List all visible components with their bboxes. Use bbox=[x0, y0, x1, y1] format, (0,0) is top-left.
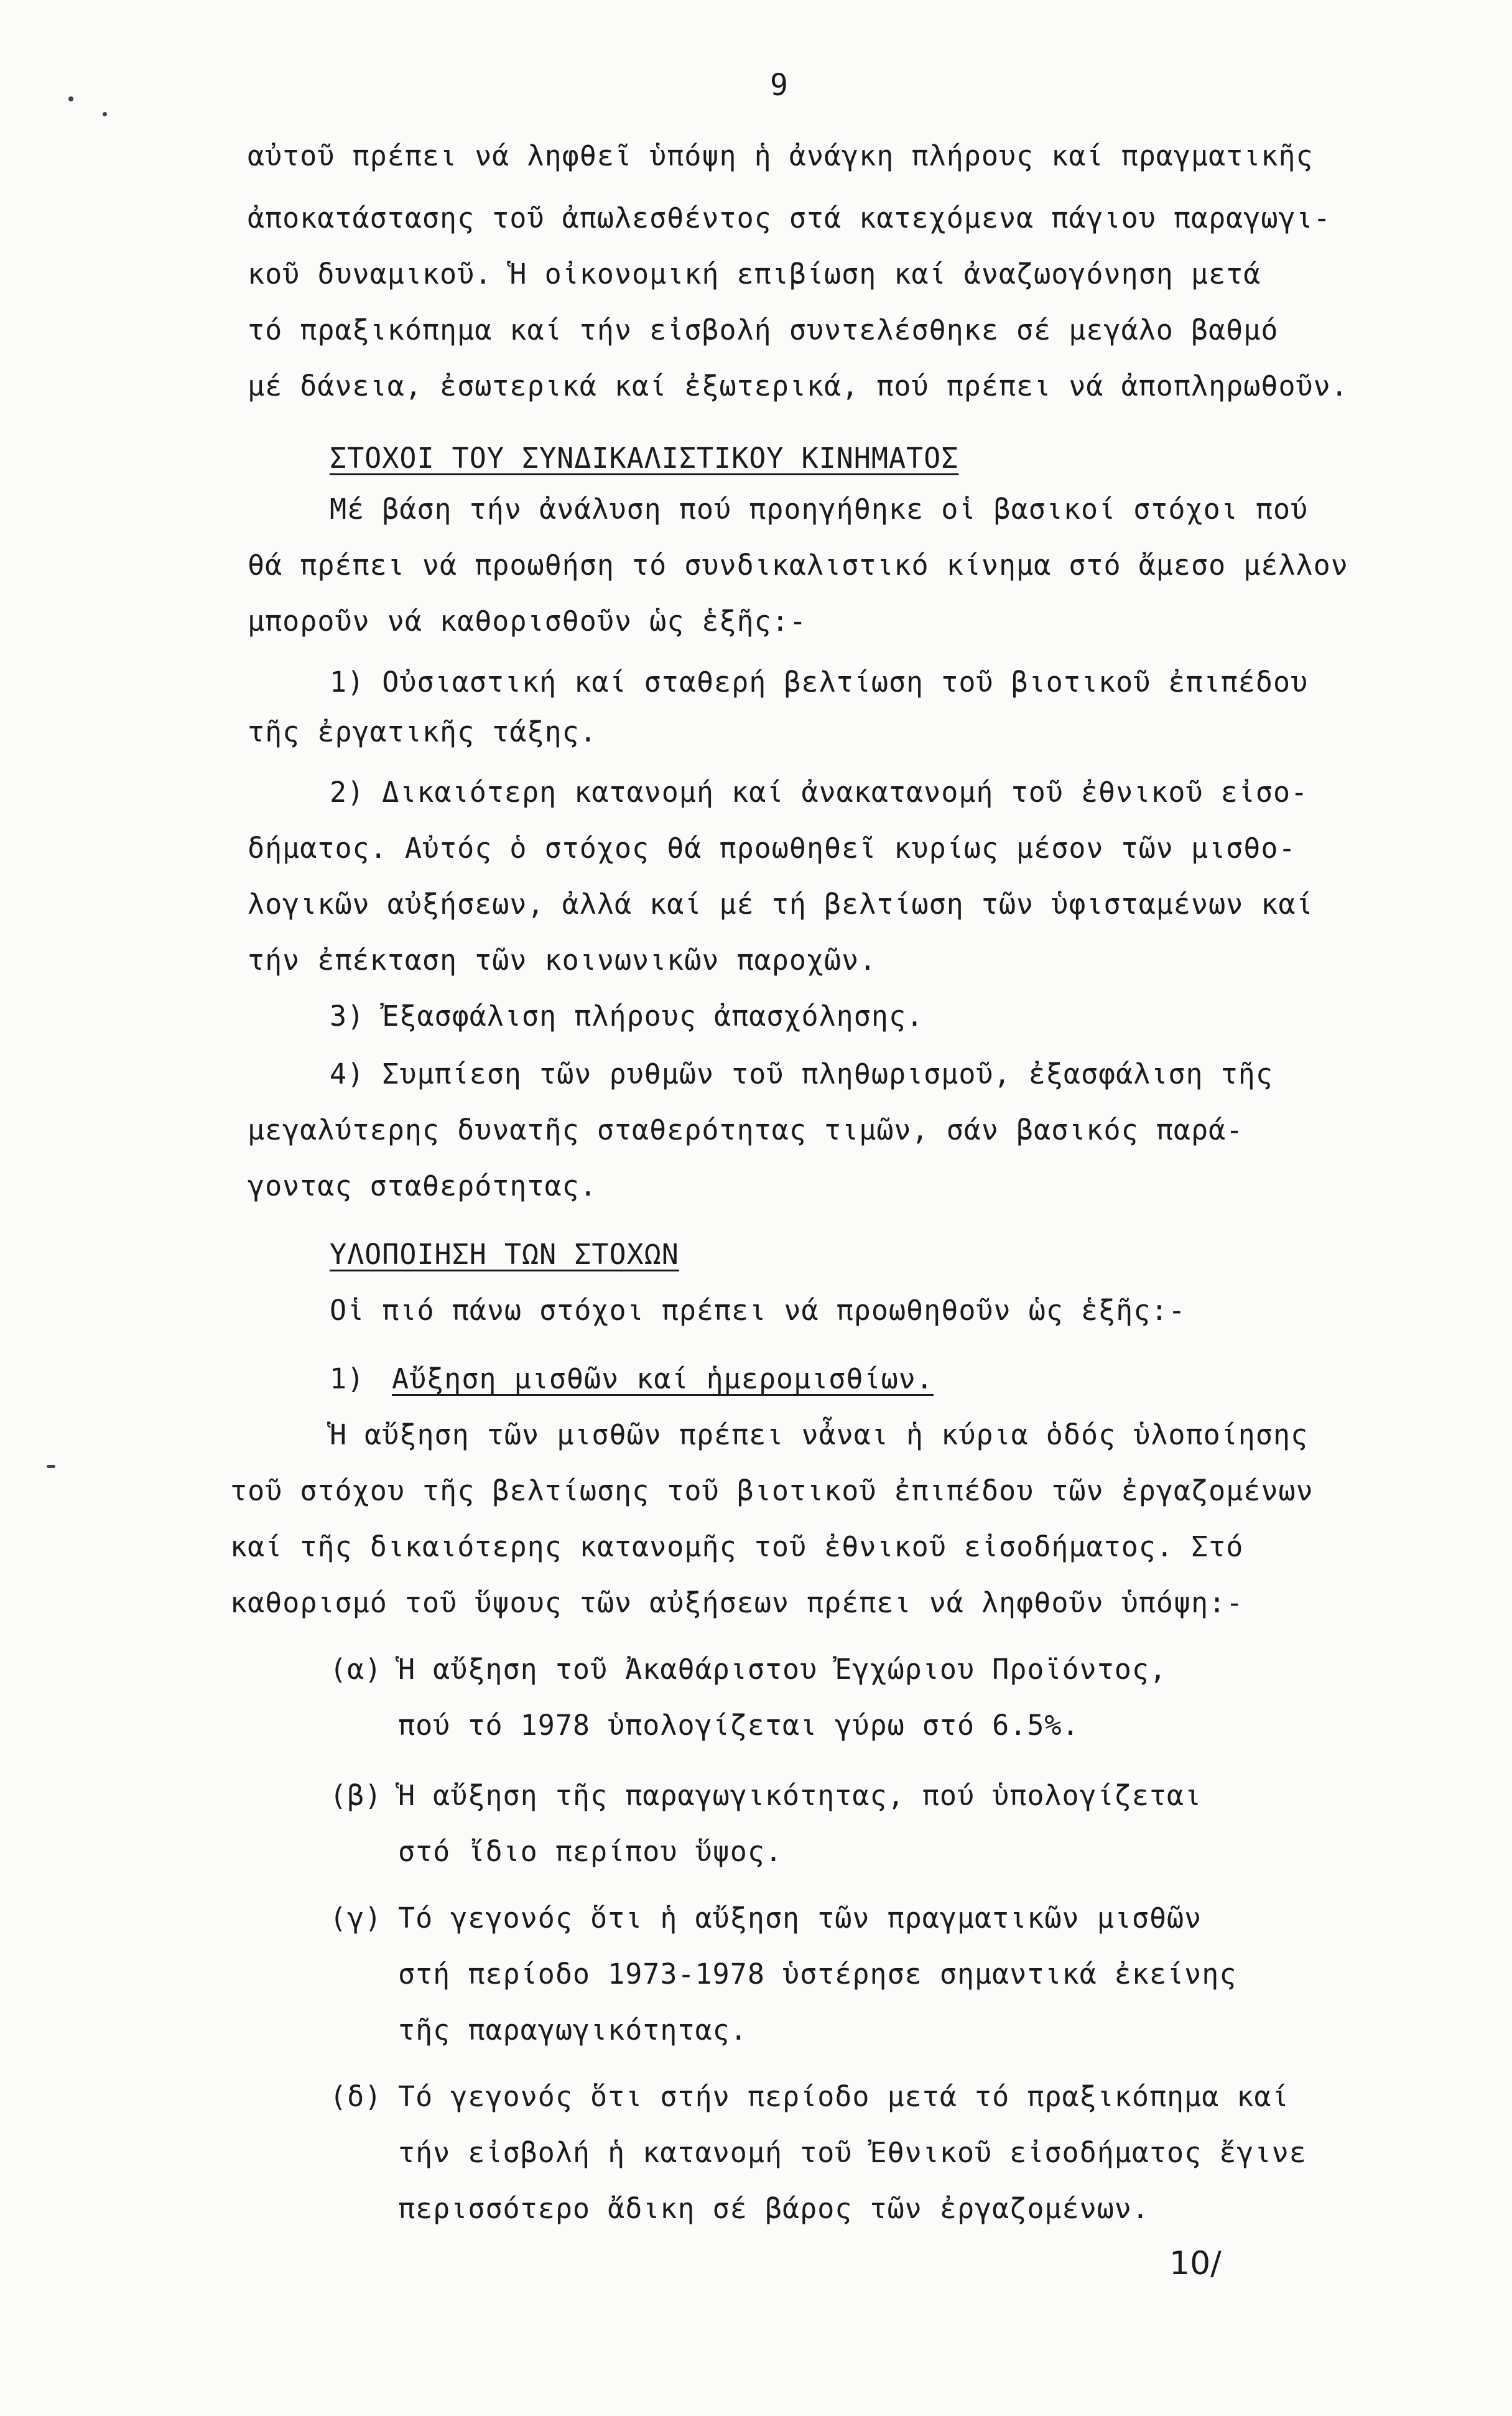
point-line: Ἡ αὔξηση τῆς παραγωγικότητας, πού ὑπολογίζεται bbox=[398, 1779, 1202, 1812]
point-label-b: (β) bbox=[330, 1779, 383, 1812]
section-heading-goals: ΣΤΟΧΟΙ ΤΟΥ ΣΥΝΔΙΚΑΛΙΣΤΙΚΟΥ ΚΙΝΗΜΑΤΟΣ bbox=[330, 442, 959, 475]
goal-item-2-cont: τήν ἐπέκταση τῶν κοινωνικῶν παροχῶν. bbox=[248, 944, 877, 977]
goal-item-4: 4) Συμπίεση τῶν ρυθμῶν τοῦ πληθωρισμοῦ, ἐξασφάλιση τῆς bbox=[330, 1057, 1273, 1090]
point-line: πού τό 1978 ὑπολογίζεται γύρω στό 6.5%. bbox=[398, 1709, 1080, 1742]
paragraph-line: τοῦ στόχου τῆς βελτίωσης τοῦ βιοτικοῦ ἐπιπέδου τῶν ἐργαζομένων bbox=[230, 1474, 1314, 1507]
point-line: Τό γεγονός ὅτι στήν περίοδο μετά τό πραξικόπημα καί bbox=[398, 2080, 1289, 2113]
scan-speck bbox=[68, 96, 73, 101]
paragraph-line: Μέ βάση τήν ἀνάλυση πού προηγήθηκε οἱ βασικοί στόχοι πού bbox=[330, 493, 1309, 526]
point-line: τῆς παραγωγικότητας. bbox=[398, 2014, 748, 2047]
point-line: στό ἴδιο περίπου ὕψος. bbox=[398, 1835, 783, 1868]
goal-item-1: 1) Οὐσιαστική καί σταθερή βελτίωση τοῦ βιοτικοῦ ἐπιπέδου bbox=[330, 666, 1309, 699]
paragraph-line: αὐτοῦ πρέπει νά ληφθεῖ ὑπόψη ἡ ἀνάγκη πλήρους καί πραγματικῆς bbox=[248, 139, 1314, 172]
point-line: Ἡ αὔξηση τοῦ Ἀκαθάριστου Ἐγχώριου Προϊόντος, bbox=[398, 1653, 1167, 1686]
implementation-intro: Οἱ πιό πάνω στόχοι πρέπει νά προωθηθοῦν ὡς ἑξῆς:- bbox=[330, 1294, 1186, 1327]
sub-number: 1) bbox=[330, 1362, 365, 1395]
sub-heading-wage-increase: Αὔξηση μισθῶν καί ἡμερομισθίων. bbox=[392, 1362, 934, 1395]
next-page-marker: 10/ bbox=[1169, 2245, 1222, 2282]
point-label-c: (γ) bbox=[330, 1902, 383, 1935]
goal-item-2: 2) Δικαιότερη κατανομή καί ἀνακατανομή τοῦ ἐθνικοῦ εἰσο- bbox=[330, 776, 1309, 809]
point-line: τήν εἰσβολή ἡ κατανομή τοῦ Ἐθνικοῦ εἰσοδήματος ἔγινε bbox=[398, 2136, 1307, 2169]
point-line: Τό γεγονός ὅτι ἡ αὔξηση τῶν πραγματικῶν μισθῶν bbox=[398, 1902, 1202, 1935]
paragraph-line: μέ δάνεια, ἐσωτερικά καί ἐξωτερικά, πού πρέπει νά ἀποπληρωθοῦν. bbox=[248, 369, 1348, 402]
page-number: 9 bbox=[770, 68, 789, 103]
scan-speck bbox=[103, 112, 107, 116]
paragraph-line: καθορισμό τοῦ ὕψους τῶν αὐξήσεων πρέπει νά ληφθοῦν ὑπόψη:- bbox=[230, 1586, 1244, 1619]
paragraph-line: ἀποκατάστασης τοῦ ἀπωλεσθέντος στά κατεχόμενα πάγιου παραγωγι- bbox=[248, 202, 1331, 235]
point-line: στή περίοδο 1973-1978 ὑστέρησε σημαντικά ἐκείνης bbox=[398, 1958, 1237, 1991]
paragraph-line: τό πραξικόπημα καί τήν εἰσβολή συντελέσθηκε σέ μεγάλο βαθμό bbox=[248, 314, 1279, 346]
paragraph-line: κοῦ δυναμικοῦ. Ἡ οἰκονομική επιβίωση καί ἀναζωογόνηση μετά bbox=[248, 258, 1261, 290]
section-heading-implementation: ΥΛΟΠΟΙΗΣΗ ΤΩΝ ΣΤΟΧΩΝ bbox=[330, 1238, 679, 1271]
goal-item-3: 3) Ἐξασφάλιση πλήρους ἀπασχόλησης. bbox=[330, 1000, 924, 1033]
paragraph-line: καί τῆς δικαιότερης κατανομῆς τοῦ ἐθνικοῦ εἰσοδήματος. Στό bbox=[230, 1530, 1244, 1563]
goal-item-4-cont: γοντας σταθερότητας. bbox=[248, 1169, 597, 1202]
goal-item-1-cont: τῆς ἐργατικῆς τάξης. bbox=[248, 715, 597, 748]
goal-item-4-cont: μεγαλύτερης δυνατῆς σταθερότητας τιμῶν, σάν βασικός παρά- bbox=[248, 1113, 1244, 1146]
point-line: περισσότερο ἄδικη σέ βάρος τῶν ἐργαζομένων. bbox=[398, 2192, 1149, 2225]
paragraph-line: θά πρέπει νά προωθήση τό συνδικαλιστικό κίνημα στό ἄμεσο μέλλον bbox=[248, 549, 1348, 582]
paragraph-line: Ἡ αὔξηση τῶν μισθῶν πρέπει νἆναι ἡ κύρια ὁδός ὑλοποίησης bbox=[330, 1418, 1309, 1451]
point-label-a: (α) bbox=[330, 1653, 383, 1686]
scan-speck bbox=[47, 1465, 55, 1468]
goal-item-2-cont: δήματος. Αὐτός ὁ στόχος θά προωθηθεῖ κυρίως μέσον τῶν μισθο- bbox=[248, 832, 1296, 865]
point-label-d: (δ) bbox=[330, 2080, 383, 2113]
paragraph-line: μποροῦν νά καθορισθοῦν ὡς ἑξῆς:- bbox=[248, 605, 807, 638]
goal-item-2-cont: λογικῶν αὐξήσεων, ἀλλά καί μέ τή βελτίωση τῶν ὑφισταμένων καί bbox=[248, 888, 1314, 921]
